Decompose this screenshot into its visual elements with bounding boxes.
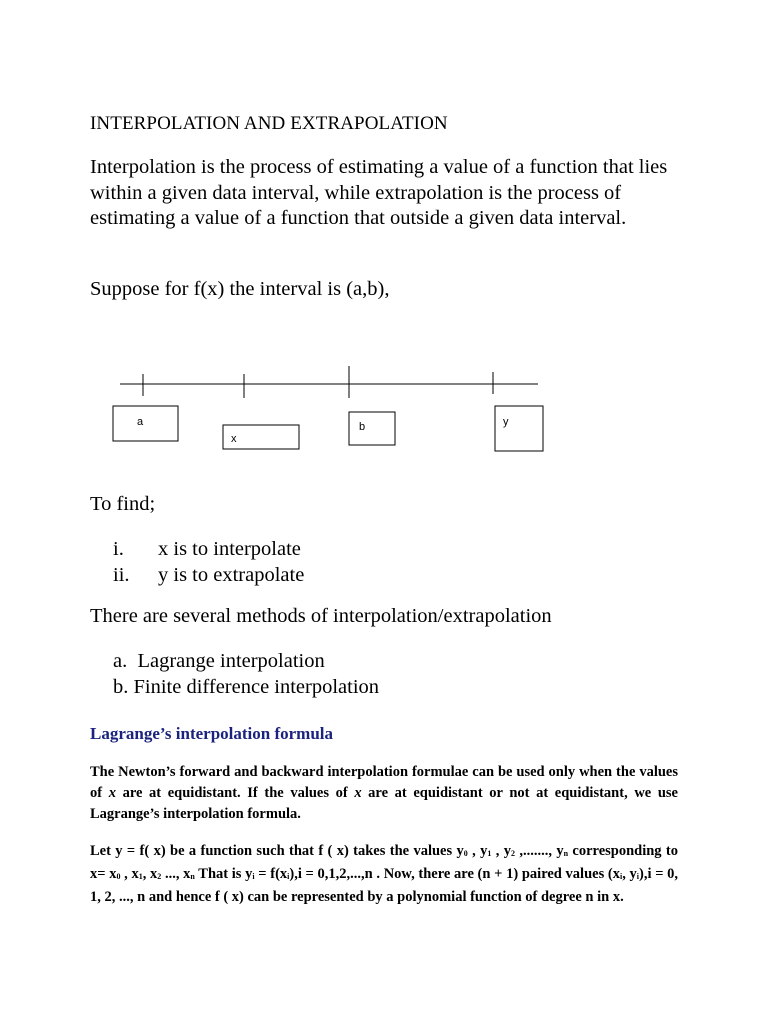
lagrange-paragraph-1: The Newton’s forward and backward interpolation formulae can be used only when the values of x are at equidistant. If the values of x are at equidistant or not at equidistant, we use Lagrange’s interpolation formula. (90, 764, 678, 822)
list-item-number: i. (113, 538, 124, 560)
label-b: b (359, 421, 366, 433)
section-heading: Lagrange’s interpolation formula (90, 724, 334, 743)
suppose-paragraph: Suppose for f(x) the interval is (a,b), (90, 278, 390, 300)
box-a (113, 406, 178, 441)
list-item-number: ii. (113, 564, 130, 586)
box-b (349, 412, 395, 445)
lagrange-paragraph-2: Let y = f( x) be a function such that f ( x) takes the values $y_0$ , $y_1$ , $y_2$ ,......., $y_n$ corresponding to $x= x_0$ , $x_1$, $x_2$ ..., $x_n$ That is $y_i = f(x_i),i = 0,1,2,...,n$ . Now, there are (n + 1) paired values ($x_i$, $y_i),i = 0$, 1, 2, ..., n and hence f ( x) can be represented by a polynomial function of degree n in x. (90, 843, 679, 905)
method-item: a. Lagrange interpolation (113, 650, 325, 672)
label-a: a (137, 416, 144, 428)
box-y (495, 406, 543, 451)
intro-paragraph: Interpolation is the process of estimating a value of a function that lies within a given data interval, while extrapolation is the process of estimating a value of a function that outside a given data interval. (90, 156, 668, 229)
list-item-text: y is to extrapolate (158, 564, 305, 586)
page-heading: INTERPOLATION AND EXTRAPOLATION (90, 113, 448, 134)
to-find-title: To find; (90, 493, 156, 515)
interval-diagram (0, 360, 768, 460)
label-x: x (231, 433, 237, 445)
list-item-text: x is to interpolate (158, 538, 301, 560)
methods-intro: There are several methods of interpolation/extrapolation (90, 605, 552, 627)
method-item: b. Finite difference interpolation (113, 676, 380, 698)
label-y: y (503, 416, 509, 428)
